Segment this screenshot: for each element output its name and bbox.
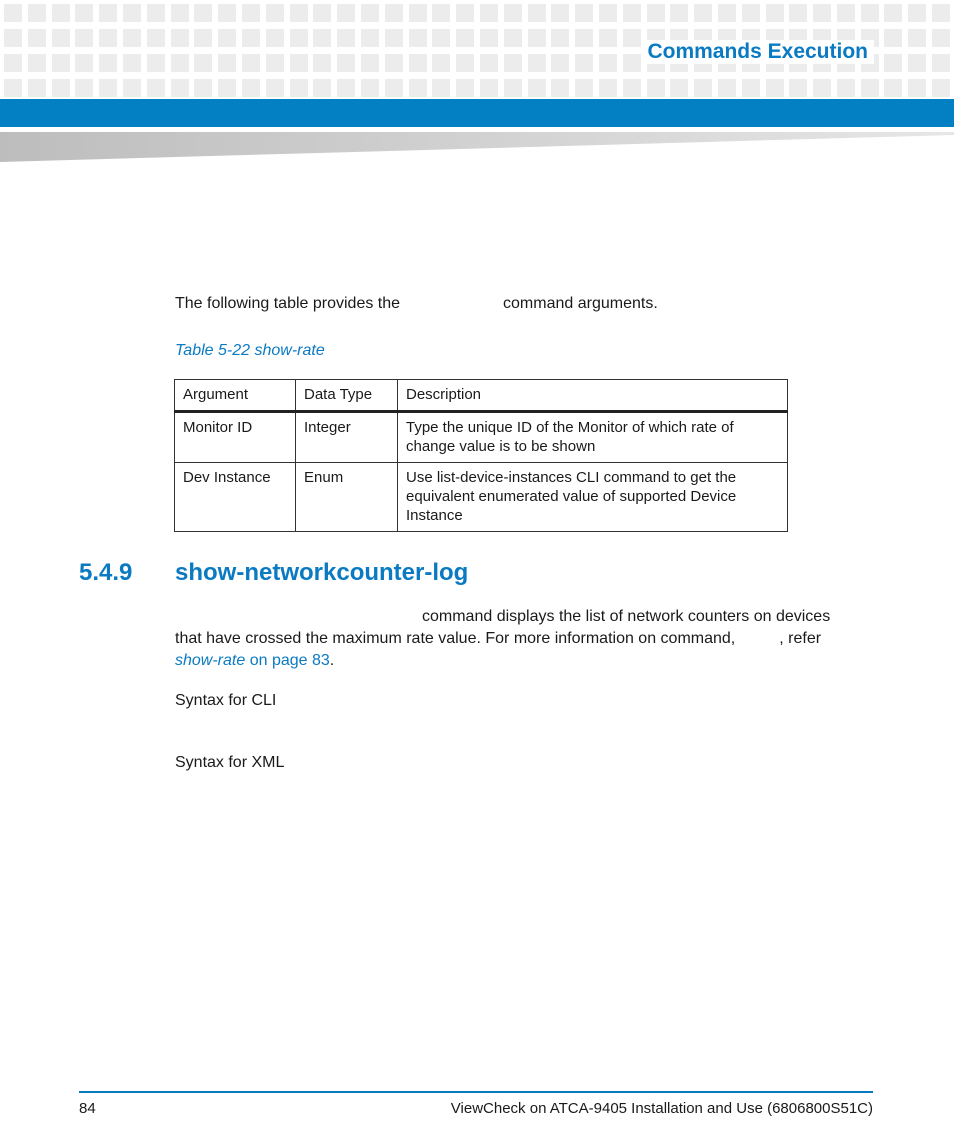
pattern-square bbox=[266, 54, 284, 72]
pattern-square bbox=[218, 4, 236, 22]
pattern-square bbox=[4, 54, 22, 72]
pattern-square bbox=[718, 4, 736, 22]
pattern-square bbox=[884, 79, 902, 97]
footer-rule bbox=[79, 1091, 873, 1093]
pattern-square bbox=[837, 4, 855, 22]
pattern-square bbox=[456, 79, 474, 97]
show-rate-link[interactable]: show-rate on page 83 bbox=[175, 652, 330, 669]
section-paragraph: command displays the list of network counters on devices that have crossed the maximum rate value. For more information on command, , refer show-rate on page 83. bbox=[175, 608, 831, 669]
pattern-square bbox=[75, 29, 93, 47]
pattern-square bbox=[504, 29, 522, 47]
syntax-xml-label: Syntax for XML bbox=[175, 754, 285, 771]
pattern-square bbox=[28, 79, 46, 97]
section-heading bbox=[79, 559, 468, 587]
pattern-square bbox=[242, 79, 260, 97]
pattern-square bbox=[575, 54, 593, 72]
pattern-square bbox=[147, 79, 165, 97]
pattern-square bbox=[932, 79, 950, 97]
table-row bbox=[175, 463, 788, 532]
paragraph-line-2-after: , refer bbox=[779, 630, 822, 647]
pattern-square bbox=[171, 4, 189, 22]
pattern-square bbox=[242, 54, 260, 72]
pattern-square bbox=[4, 4, 22, 22]
pattern-square bbox=[504, 79, 522, 97]
pattern-square bbox=[908, 4, 926, 22]
pattern-square bbox=[385, 4, 403, 22]
pattern-square bbox=[742, 79, 760, 97]
pattern-square bbox=[123, 79, 141, 97]
pattern-square bbox=[194, 4, 212, 22]
pattern-square bbox=[480, 79, 498, 97]
pattern-square bbox=[575, 79, 593, 97]
pattern-square bbox=[52, 79, 70, 97]
pattern-square bbox=[623, 29, 641, 47]
pattern-square bbox=[194, 54, 212, 72]
pattern-square bbox=[147, 54, 165, 72]
pattern-square bbox=[694, 4, 712, 22]
pattern-square bbox=[313, 29, 331, 47]
pattern-square bbox=[385, 29, 403, 47]
pattern-square bbox=[694, 79, 712, 97]
pattern-square bbox=[813, 4, 831, 22]
pattern-square bbox=[171, 79, 189, 97]
table-cell: Enum bbox=[296, 463, 398, 532]
pattern-square bbox=[884, 29, 902, 47]
table-caption: Table 5-22 show-rate bbox=[175, 342, 325, 359]
pattern-square bbox=[861, 79, 879, 97]
pattern-square bbox=[337, 4, 355, 22]
pattern-square bbox=[313, 54, 331, 72]
table-cell: Use list-device-instances CLI command to get the equivalent enumerated value of supported Device Instance bbox=[398, 463, 788, 532]
pattern-square bbox=[4, 79, 22, 97]
pattern-square bbox=[623, 54, 641, 72]
pattern-square bbox=[908, 79, 926, 97]
pattern-square bbox=[766, 4, 784, 22]
pattern-square bbox=[599, 4, 617, 22]
pattern-square bbox=[242, 29, 260, 47]
pattern-square bbox=[385, 54, 403, 72]
pattern-square bbox=[28, 29, 46, 47]
pattern-square bbox=[813, 79, 831, 97]
pattern-square bbox=[504, 4, 522, 22]
pattern-square bbox=[409, 4, 427, 22]
pattern-square bbox=[28, 54, 46, 72]
column-header: Data Type bbox=[296, 380, 398, 412]
pattern-square bbox=[528, 79, 546, 97]
paragraph-line-2-before: that have crossed the maximum rate value. For more information on command, bbox=[175, 630, 736, 647]
pattern-square bbox=[908, 54, 926, 72]
pattern-square bbox=[52, 29, 70, 47]
pattern-square bbox=[194, 79, 212, 97]
pattern-square bbox=[908, 29, 926, 47]
pattern-square bbox=[432, 79, 450, 97]
pattern-square bbox=[599, 29, 617, 47]
arguments-table bbox=[174, 379, 788, 532]
pattern-square bbox=[599, 79, 617, 97]
pattern-square bbox=[75, 4, 93, 22]
column-header: Argument bbox=[175, 380, 296, 412]
pattern-square bbox=[432, 4, 450, 22]
pattern-square bbox=[337, 54, 355, 72]
table-cell: Type the unique ID of the Monitor of which rate of change value is to be shown bbox=[398, 412, 788, 463]
pattern-square bbox=[266, 4, 284, 22]
intro-text-before: The following table provides the bbox=[175, 295, 401, 312]
pattern-square bbox=[575, 4, 593, 22]
pattern-square bbox=[504, 54, 522, 72]
pattern-square bbox=[432, 54, 450, 72]
pattern-square bbox=[194, 29, 212, 47]
pattern-square bbox=[480, 29, 498, 47]
pattern-square bbox=[409, 79, 427, 97]
pattern-square bbox=[480, 4, 498, 22]
header-blue-bar bbox=[0, 99, 954, 127]
pattern-square bbox=[623, 79, 641, 97]
pattern-square bbox=[337, 79, 355, 97]
page-number: 84 bbox=[79, 1100, 96, 1117]
pattern-square bbox=[361, 29, 379, 47]
table-cell: Monitor ID bbox=[175, 412, 296, 463]
pattern-square bbox=[266, 79, 284, 97]
pattern-square bbox=[456, 29, 474, 47]
pattern-square bbox=[647, 79, 665, 97]
pattern-square bbox=[742, 4, 760, 22]
pattern-square bbox=[861, 4, 879, 22]
pattern-square bbox=[147, 29, 165, 47]
pattern-square bbox=[575, 29, 593, 47]
pattern-square bbox=[766, 79, 784, 97]
section-title: show-networkcounter-log bbox=[175, 559, 469, 586]
pattern-square bbox=[789, 4, 807, 22]
pattern-square bbox=[551, 54, 569, 72]
document-title: ViewCheck on ATCA-9405 Installation and Use (6806800S51C) bbox=[450, 1100, 873, 1117]
table-row bbox=[175, 412, 788, 463]
pattern-square bbox=[123, 29, 141, 47]
pattern-square bbox=[4, 29, 22, 47]
pattern-square bbox=[28, 4, 46, 22]
pattern-square bbox=[52, 4, 70, 22]
pattern-square bbox=[75, 79, 93, 97]
pattern-square bbox=[99, 4, 117, 22]
pattern-square bbox=[647, 4, 665, 22]
pattern-square bbox=[528, 29, 546, 47]
pattern-square bbox=[313, 79, 331, 97]
table-header-row bbox=[175, 380, 788, 412]
pattern-square bbox=[623, 4, 641, 22]
pattern-square bbox=[385, 79, 403, 97]
pattern-square bbox=[528, 54, 546, 72]
table-cell: Integer bbox=[296, 412, 398, 463]
pattern-square bbox=[884, 54, 902, 72]
pattern-square bbox=[52, 54, 70, 72]
pattern-square bbox=[361, 79, 379, 97]
pattern-square bbox=[456, 4, 474, 22]
pattern-square bbox=[290, 29, 308, 47]
pattern-square bbox=[670, 79, 688, 97]
pattern-square bbox=[670, 4, 688, 22]
pattern-square bbox=[409, 29, 427, 47]
pattern-square bbox=[123, 54, 141, 72]
header-grey-wedge bbox=[0, 132, 954, 164]
pattern-square bbox=[290, 79, 308, 97]
pattern-square bbox=[718, 79, 736, 97]
pattern-square bbox=[99, 54, 117, 72]
pattern-square bbox=[932, 29, 950, 47]
pattern-square bbox=[551, 29, 569, 47]
pattern-square bbox=[456, 54, 474, 72]
pattern-square bbox=[242, 4, 260, 22]
intro-text-after: command arguments. bbox=[503, 295, 658, 312]
pattern-square bbox=[266, 29, 284, 47]
pattern-square bbox=[480, 54, 498, 72]
pattern-square bbox=[932, 4, 950, 22]
pattern-square bbox=[123, 4, 141, 22]
pattern-square bbox=[99, 29, 117, 47]
chapter-title: Commands Execution bbox=[641, 40, 874, 64]
pattern-square bbox=[147, 4, 165, 22]
pattern-square bbox=[75, 54, 93, 72]
pattern-square bbox=[551, 4, 569, 22]
pattern-square bbox=[432, 29, 450, 47]
pattern-square bbox=[884, 4, 902, 22]
table-cell: Dev Instance bbox=[175, 463, 296, 532]
pattern-square bbox=[290, 4, 308, 22]
pattern-square bbox=[218, 79, 236, 97]
pattern-square bbox=[171, 29, 189, 47]
section-number: 5.4.9 bbox=[79, 559, 133, 586]
pattern-square bbox=[789, 79, 807, 97]
pattern-square bbox=[218, 29, 236, 47]
intro-paragraph bbox=[175, 293, 658, 315]
pattern-square bbox=[337, 29, 355, 47]
pattern-square bbox=[528, 4, 546, 22]
pattern-square bbox=[313, 4, 331, 22]
pattern-square bbox=[361, 4, 379, 22]
pattern-square bbox=[409, 54, 427, 72]
pattern-square bbox=[551, 79, 569, 97]
pattern-square bbox=[932, 54, 950, 72]
pattern-square bbox=[290, 54, 308, 72]
syntax-cli-label: Syntax for CLI bbox=[175, 692, 277, 709]
pattern-square bbox=[361, 54, 379, 72]
pattern-square bbox=[99, 79, 117, 97]
pattern-square bbox=[599, 54, 617, 72]
pattern-square bbox=[837, 79, 855, 97]
pattern-square bbox=[218, 54, 236, 72]
pattern-square bbox=[171, 54, 189, 72]
column-header: Description bbox=[398, 380, 788, 412]
paragraph-line-1: command displays the list of network counters on devices bbox=[422, 608, 831, 625]
